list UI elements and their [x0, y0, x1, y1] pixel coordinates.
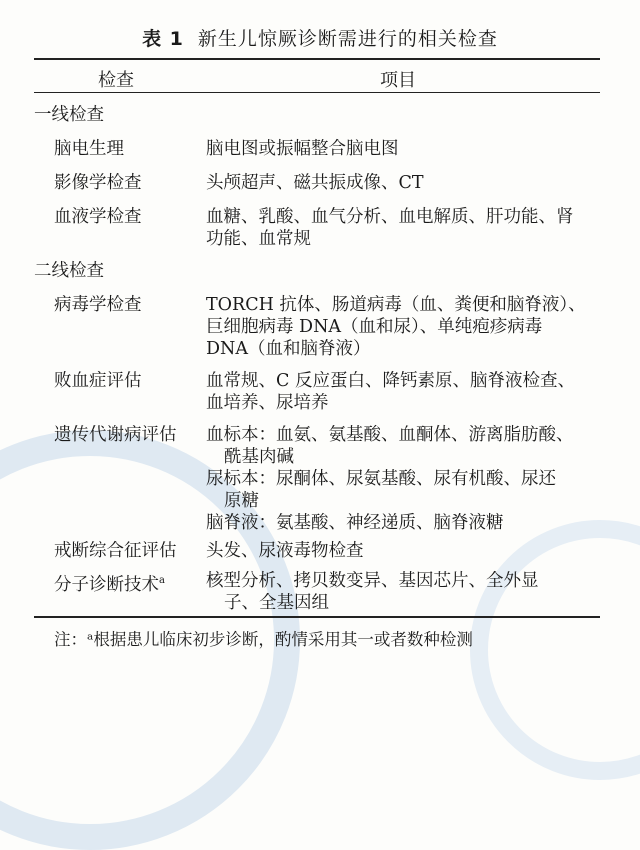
row-label: 病毒学检查	[54, 295, 142, 315]
bottom-rule	[34, 616, 600, 618]
row-label: 败血症评估	[54, 371, 142, 391]
row-items: 血糖、乳酸、血气分析、血电解质、肝功能、肾 功能、血常规	[206, 207, 574, 249]
row-label: 血液学检查	[54, 207, 142, 227]
top-rule	[34, 58, 600, 60]
row-label: 戒断综合征评估	[54, 541, 177, 561]
row-items: 血标本：血氨、氨基酸、血酮体、游离脂肪酸、 酰基肉碱 尿标本：尿酮体、尿氨基酸、尿有机酸、尿还 原糖 脑脊液：氨基酸、神经递质、脑脊液糖	[206, 425, 574, 533]
table-label: 表 1	[142, 28, 184, 50]
row-items: 头颅超声、磁共振成像、CT	[206, 173, 424, 193]
row-items: TORCH 抗体、肠道病毒（血、粪便和脑脊液）、 巨细胞病毒 DNA（血和尿）、单纯疱疹病毒 DNA（血和脑脊液）	[206, 295, 586, 359]
row-label: 影像学检查	[54, 173, 142, 193]
row-label-molecular: 分子诊断技术$^a$	[54, 574, 165, 595]
footnote: 注：ᵃ根据患儿临床初步诊断，酌情采用其一或者数种检测	[54, 630, 473, 649]
footnote-mark: a	[159, 575, 165, 586]
row-label: 脑电生理	[54, 139, 124, 159]
row-items: 脑电图或振幅整合脑电图	[206, 139, 399, 159]
table-title: 新生儿惊厥诊断需进行的相关检查	[197, 28, 498, 50]
table-caption	[0, 24, 640, 51]
header-exam: 检查	[98, 70, 134, 91]
section-second-line: 二线检查	[34, 261, 104, 281]
row-items: 头发、尿液毒物检查	[206, 541, 364, 561]
row-items: 血常规、C 反应蛋白、降钙素原、脑脊液检查、 血培养、尿培养	[206, 371, 575, 413]
section-first-line: 一线检查	[34, 105, 104, 125]
header-items: 项目	[380, 70, 416, 91]
row-items: 核型分析、拷贝数变异、基因芯片、全外显 子、全基因组	[206, 571, 539, 613]
row-label: 遗传代谢病评估	[54, 425, 177, 445]
header-rule	[34, 92, 600, 93]
